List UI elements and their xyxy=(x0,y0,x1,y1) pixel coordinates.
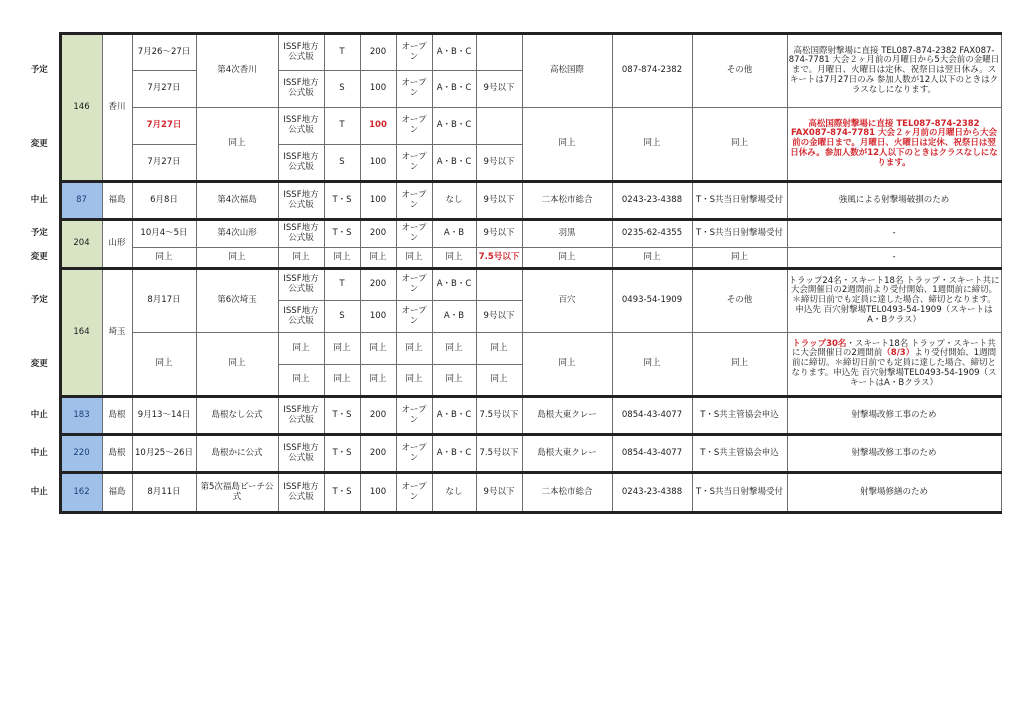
class-type: オープン xyxy=(396,71,432,108)
application-method: T・S共当日射撃場受付 xyxy=(692,473,787,513)
remarks-red-text: トラップ30名 xyxy=(792,338,847,349)
prefecture: 山形 xyxy=(102,220,132,269)
remarks: 高松国際射撃場に直接 TEL087-874-2382 FAX087-874-7781 大会２ヶ月前の月曜日から5大会前の金曜日まで。月曜日、火曜日は定休、祝祭日は翌日休み。スキートは7月27日のみ 参加人数が12人以下のときはクラスなしになります。 xyxy=(787,34,1001,108)
venue: 島根大東クレー xyxy=(522,435,612,473)
event-number: 220 xyxy=(60,435,102,473)
grade: A・B・C xyxy=(432,108,476,145)
discipline: 同上 xyxy=(324,333,360,365)
class-type: オープン xyxy=(396,473,432,513)
target-count: 100 xyxy=(360,71,396,108)
shot-size xyxy=(476,269,522,301)
event-category: ISSF地方公式版 xyxy=(278,301,324,333)
event-date: 7月27日 xyxy=(132,145,196,182)
prefecture: 福島 xyxy=(102,473,132,513)
target-count: 100 xyxy=(360,182,396,220)
shot-size: 9号以下 xyxy=(476,220,522,248)
status-label: 中止 xyxy=(30,194,48,205)
application-method: 同上 xyxy=(692,333,787,397)
table-row xyxy=(20,435,1001,473)
event-name: 島根なし公式 xyxy=(196,397,278,435)
remarks: 射撃場改修工事のため xyxy=(787,397,1001,435)
event-name: 第5次福島ビーチ公式 xyxy=(196,473,278,513)
table-row xyxy=(20,333,1001,365)
class-type: オープン xyxy=(396,435,432,473)
application-method: T・S共当日射撃場受付 xyxy=(692,220,787,248)
target-count: 100 xyxy=(360,145,396,182)
event-number: 87 xyxy=(60,182,102,220)
event-name: 第4次福島 xyxy=(196,182,278,220)
application-method: その他 xyxy=(692,269,787,333)
event-category: ISSF地方公式版 xyxy=(278,435,324,473)
event-category: ISSF地方公式版 xyxy=(278,108,324,145)
event-date: 6月8日 xyxy=(132,182,196,220)
event-category: ISSF地方公式版 xyxy=(278,220,324,248)
event-category: ISSF地方公式版 xyxy=(278,34,324,71)
venue: 羽黒 xyxy=(522,220,612,248)
class-type: オープン xyxy=(396,108,432,145)
event-name: 島根かに公式 xyxy=(196,435,278,473)
event-category: ISSF地方公式版 xyxy=(278,473,324,513)
remarks-text: より受付開始、1週間前に締切。＊締切日前でも定員に達した場合、締切となります。申込先 百穴射撃場TEL0493-54-1909（スキートはA・Bクラス） xyxy=(791,348,997,388)
status-label: 予定 xyxy=(30,294,48,305)
grade: A・B・C xyxy=(432,435,476,473)
class-type: オープン xyxy=(396,397,432,435)
venue: 同上 xyxy=(522,333,612,397)
venue-phone: 087-874-2382 xyxy=(612,34,692,108)
shot-size: 9号以下 xyxy=(476,182,522,220)
prefecture: 埼玉 xyxy=(102,269,132,397)
venue-phone: 0243-23-4388 xyxy=(612,182,692,220)
target-count: 同上 xyxy=(360,333,396,365)
venue-phone: 0243-23-4388 xyxy=(612,473,692,513)
shot-size: 7.5号以下 xyxy=(476,435,522,473)
event-name: 同上 xyxy=(196,108,278,182)
table-row xyxy=(20,473,1001,513)
application-method: T・S共主管協会申込 xyxy=(692,435,787,473)
status-label: 予定 xyxy=(30,64,48,75)
event-category: 同上 xyxy=(278,333,324,365)
class-type: 同上 xyxy=(396,248,432,269)
discipline: T・S xyxy=(324,397,360,435)
venue-phone: 同上 xyxy=(612,333,692,397)
event-name: 同上 xyxy=(196,248,278,269)
competition-change-table xyxy=(20,32,1002,514)
shot-size: 9号以下 xyxy=(476,301,522,333)
event-date: 10月25〜26日 xyxy=(132,435,196,473)
venue-phone: 同上 xyxy=(612,248,692,269)
remarks: 射撃場改修工事のため xyxy=(787,435,1001,473)
event-date: 同上 xyxy=(132,333,196,397)
discipline: T xyxy=(324,269,360,301)
discipline: T・S xyxy=(324,220,360,248)
grade: A・B・C xyxy=(432,145,476,182)
application-method: その他 xyxy=(692,34,787,108)
event-date: 10月4〜5日 xyxy=(132,220,196,248)
grade: 同上 xyxy=(432,333,476,365)
schedule-sheet xyxy=(20,32,1001,514)
shot-size: 7.5号以下 xyxy=(476,397,522,435)
class-type: 同上 xyxy=(396,365,432,397)
event-name: 第4次山形 xyxy=(196,220,278,248)
target-count: 同上 xyxy=(360,248,396,269)
application-method: T・S共主管協会申込 xyxy=(692,397,787,435)
class-type: オープン xyxy=(396,301,432,333)
remarks: トラップ24名・スキート18名 トラップ・スキート共に大会開催日の2週間前より受付開始、1週間前に締切。＊締切日前でも定員に達した場合、締切となります。申込先 百穴射撃場TEL0493-54-1909（スキートはA・Bクラス） xyxy=(787,269,1001,333)
remarks: 射撃場修繕のため xyxy=(787,473,1001,513)
event-name: 第6次埼玉 xyxy=(196,269,278,333)
target-count: 200 xyxy=(360,435,396,473)
grade: A・B・C xyxy=(432,71,476,108)
grade: A・B・C xyxy=(432,397,476,435)
venue: 二本松市総合 xyxy=(522,473,612,513)
venue: 二本松市総合 xyxy=(522,182,612,220)
venue: 島根大東クレー xyxy=(522,397,612,435)
discipline: 同上 xyxy=(324,365,360,397)
target-count: 200 xyxy=(360,220,396,248)
shot-size: 同上 xyxy=(476,365,522,397)
shot-size: 9号以下 xyxy=(476,473,522,513)
table-row xyxy=(20,269,1001,301)
grade: なし xyxy=(432,182,476,220)
grade: A・B・C xyxy=(432,269,476,301)
discipline: T・S xyxy=(324,182,360,220)
table-row xyxy=(20,182,1001,220)
class-type: オープン xyxy=(396,34,432,71)
target-count: 100 xyxy=(360,301,396,333)
shot-size xyxy=(476,34,522,71)
event-name: 同上 xyxy=(196,333,278,397)
target-count: 100 xyxy=(360,473,396,513)
venue-phone: 同上 xyxy=(612,108,692,182)
status-label: 中止 xyxy=(30,447,48,458)
event-date: 7月26〜27日 xyxy=(132,34,196,71)
event-date: 8月17日 xyxy=(132,269,196,333)
remarks: 強風による射撃場破損のため xyxy=(787,182,1001,220)
shot-size: 9号以下 xyxy=(476,145,522,182)
grade: A・B・C xyxy=(432,34,476,71)
table-row xyxy=(20,220,1001,248)
class-type: 同上 xyxy=(396,333,432,365)
remarks-changed: 高松国際射撃場に直接 TEL087-874-2382 FAX087-874-7781 大会２ヶ月前の月曜日から大会前の金曜日まで。月曜日、火曜日は定休、祝祭日は翌日休み。参加人数が12人以下のときはクラスなしになります。 xyxy=(787,108,1001,182)
remarks: - xyxy=(787,220,1001,248)
application-method: 同上 xyxy=(692,248,787,269)
table-row xyxy=(20,248,1001,269)
discipline: S xyxy=(324,301,360,333)
event-number: 204 xyxy=(60,220,102,269)
class-type: オープン xyxy=(396,269,432,301)
venue: 高松国際 xyxy=(522,34,612,108)
prefecture: 島根 xyxy=(102,435,132,473)
target-count-changed: 100 xyxy=(360,108,396,145)
discipline: T・S xyxy=(324,435,360,473)
venue-phone: 0493-54-1909 xyxy=(612,269,692,333)
application-method: 同上 xyxy=(692,108,787,182)
status-label: 予定 xyxy=(30,227,48,238)
prefecture: 福島 xyxy=(102,182,132,220)
shot-size: 9号以下 xyxy=(476,71,522,108)
prefecture: 香川 xyxy=(102,34,132,182)
venue-phone: 0854-43-4077 xyxy=(612,397,692,435)
discipline: T xyxy=(324,34,360,71)
shot-size: 同上 xyxy=(476,333,522,365)
event-date: 8月11日 xyxy=(132,473,196,513)
status-label: 変更 xyxy=(30,358,48,369)
event-category: ISSF地方公式版 xyxy=(278,182,324,220)
discipline: T xyxy=(324,108,360,145)
event-date: 9月13〜14日 xyxy=(132,397,196,435)
event-number: 183 xyxy=(60,397,102,435)
venue: 同上 xyxy=(522,248,612,269)
venue: 百穴 xyxy=(522,269,612,333)
event-date-changed: 7月27日 xyxy=(132,108,196,145)
status-label: 変更 xyxy=(30,138,48,149)
remarks-text: ・スキート18名 トラップ・スキート共に大会開催日の2週間前 xyxy=(791,338,996,359)
class-type: オープン xyxy=(396,182,432,220)
table-row xyxy=(20,34,1001,71)
event-category: ISSF地方公式版 xyxy=(278,71,324,108)
target-count: 200 xyxy=(360,269,396,301)
table-row xyxy=(20,108,1001,145)
status-label: 中止 xyxy=(30,409,48,420)
remarks-changed xyxy=(787,333,1001,397)
discipline: T・S xyxy=(324,473,360,513)
class-type: オープン xyxy=(396,220,432,248)
grade: なし xyxy=(432,473,476,513)
event-category: 同上 xyxy=(278,365,324,397)
event-number: 146 xyxy=(60,34,102,182)
target-count: 200 xyxy=(360,34,396,71)
event-name: 第4次香川 xyxy=(196,34,278,108)
status-label: 中止 xyxy=(30,486,48,497)
remarks-red-date: （8/3） xyxy=(882,348,915,359)
venue: 同上 xyxy=(522,108,612,182)
class-type: オープン xyxy=(396,145,432,182)
grade: 同上 xyxy=(432,365,476,397)
discipline: S xyxy=(324,145,360,182)
event-category: ISSF地方公式版 xyxy=(278,397,324,435)
venue-phone: 0854-43-4077 xyxy=(612,435,692,473)
grade: 同上 xyxy=(432,248,476,269)
status-label: 変更 xyxy=(30,252,48,263)
event-number: 164 xyxy=(60,269,102,397)
event-category: ISSF地方公式版 xyxy=(278,269,324,301)
discipline: S xyxy=(324,71,360,108)
venue-phone: 0235-62-4355 xyxy=(612,220,692,248)
table-row xyxy=(20,397,1001,435)
event-date: 同上 xyxy=(132,248,196,269)
shot-size-changed: 7.5号以下 xyxy=(476,248,522,269)
target-count: 200 xyxy=(360,397,396,435)
remarks: - xyxy=(787,248,1001,269)
discipline: 同上 xyxy=(324,248,360,269)
event-number: 162 xyxy=(60,473,102,513)
grade: A・B xyxy=(432,220,476,248)
grade: A・B xyxy=(432,301,476,333)
event-category: 同上 xyxy=(278,248,324,269)
application-method: T・S共当日射撃場受付 xyxy=(692,182,787,220)
target-count: 同上 xyxy=(360,365,396,397)
event-category: ISSF地方公式版 xyxy=(278,145,324,182)
event-date: 7月27日 xyxy=(132,71,196,108)
prefecture: 島根 xyxy=(102,397,132,435)
shot-size xyxy=(476,108,522,145)
